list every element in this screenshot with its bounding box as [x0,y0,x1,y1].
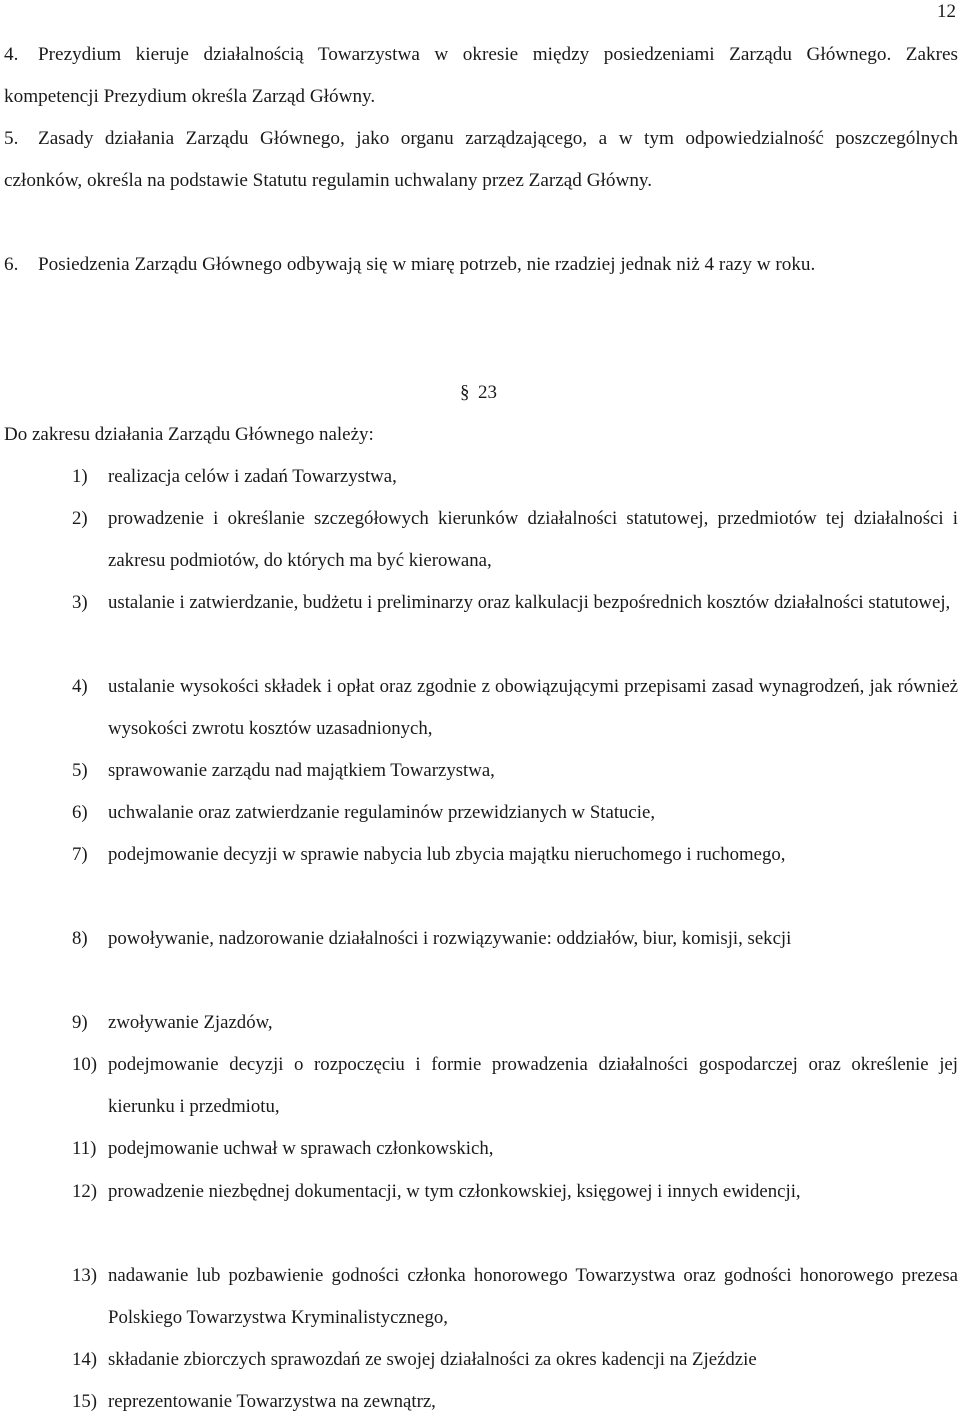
list-item [72,456,958,498]
list-item [72,1339,958,1381]
item-number: 12) [72,1181,98,1202]
item-number: 4) [72,676,88,697]
list-item [72,834,958,876]
item-number: 6) [72,802,88,823]
section-heading [460,378,497,408]
item-text: powoływanie, nadzorowanie działalności i rozwiązywanie: oddziałów, biur, komisji, sekcji [108,928,792,949]
list-item [72,666,958,750]
item-number: 7) [72,844,88,865]
item-text: uchwalanie oraz zatwierdzanie regulaminów przewidzianych w Statucie, [108,802,656,823]
paragraph-text: Prezydium kieruje działalnością Towarzystwa w okresie między posiedzeniami Zarządu Głównego. Zakres kompetencji Prezydium określa Zarząd Główny. [4,44,958,107]
item-text: składanie zbiorczych sprawozdań ze swojej działalności za okres kadencji na Zjeździe [108,1349,757,1370]
item-text: podejmowanie decyzji w sprawie nabycia lub zbycia majątku nieruchomego i ruchomego, [108,844,786,865]
item-text: podejmowanie uchwał w sprawach członkowskich, [108,1138,494,1159]
item-number: 3) [72,592,88,613]
intro-text: Do zakresu działania Zarządu Głównego należy: [4,424,374,445]
item-text: podejmowanie decyzji o rozpoczęciu i formie prowadzenia działalności gospodarczej oraz określenie jej kierunku i przedmiotu, [108,1054,958,1117]
item-number: 8) [72,928,88,949]
item-text: reprezentowanie Towarzystwa na zewnątrz, [108,1391,436,1412]
item-text: nadawanie lub pozbawienie godności członka honorowego Towarzystwa oraz godności honorowego prezesa Polskiego Towarzystwa Kryminalistycznego, [108,1265,958,1328]
item-number: 10) [72,1054,98,1075]
list-item [72,498,958,582]
item-text: prowadzenie niezbędnej dokumentacji, w tym członkowskiej, księgowej i innych ewidencji, [108,1181,801,1202]
list-item [72,1128,958,1170]
paragraph-number: 4. [4,44,19,65]
item-text: realizacja celów i zadań Towarzystwa, [108,466,397,487]
item-number: 2) [72,508,88,529]
list-item [72,1171,958,1213]
paragraph-text: Zasady działania Zarządu Głównego, jako organu zarządzającego, a w tym odpowiedzialność poszczególnych członków, określa na podstawie Statutu regulamin uchwalany przez Zarząd Główny. [4,128,958,191]
section-number: 23 [478,382,497,403]
section-sign: § [460,382,470,403]
list-item [72,750,958,792]
list-item [72,1255,958,1339]
list-item [72,1044,958,1128]
item-number: 15) [72,1391,98,1412]
page-number: 12 [937,1,956,22]
item-text: prowadzenie i określanie szczegółowych kierunków działalności statutowej, przedmiotów tej działalności i zakresu podmiotów, do których ma być kierowana, [108,508,958,571]
item-number: 11) [72,1138,97,1159]
item-number: 14) [72,1349,98,1370]
item-number: 1) [72,466,88,487]
list-item [72,918,958,960]
paragraph-text: Posiedzenia Zarządu Głównego odbywają się w miarę potrzeb, nie rzadziej jednak niż 4 razy w roku. [38,254,816,275]
item-text: zwoływanie Zjazdów, [108,1012,273,1033]
item-number: 9) [72,1012,88,1033]
item-number: 13) [72,1265,98,1286]
paragraph-6 [4,244,958,286]
paragraph-5 [4,118,958,202]
item-text: ustalanie i zatwierdzanie, budżetu i preliminarzy oraz kalkulacji bezpośrednich kosztów działalności statutowej, [108,592,951,613]
list-item [72,792,958,834]
paragraph-number: 5. [4,128,19,149]
paragraph-number: 6. [4,254,19,275]
item-number: 5) [72,760,88,781]
item-text: sprawowanie zarządu nad majątkiem Towarzystwa, [108,760,495,781]
paragraph-4 [4,34,958,118]
list-item [72,1002,958,1044]
list-item [72,582,958,624]
item-text: ustalanie wysokości składek i opłat oraz zgodnie z obowiązującymi przepisami zasad wynagrodzeń, jak również wysokości zwrotu kosztów uzasadnionych, [108,676,958,739]
